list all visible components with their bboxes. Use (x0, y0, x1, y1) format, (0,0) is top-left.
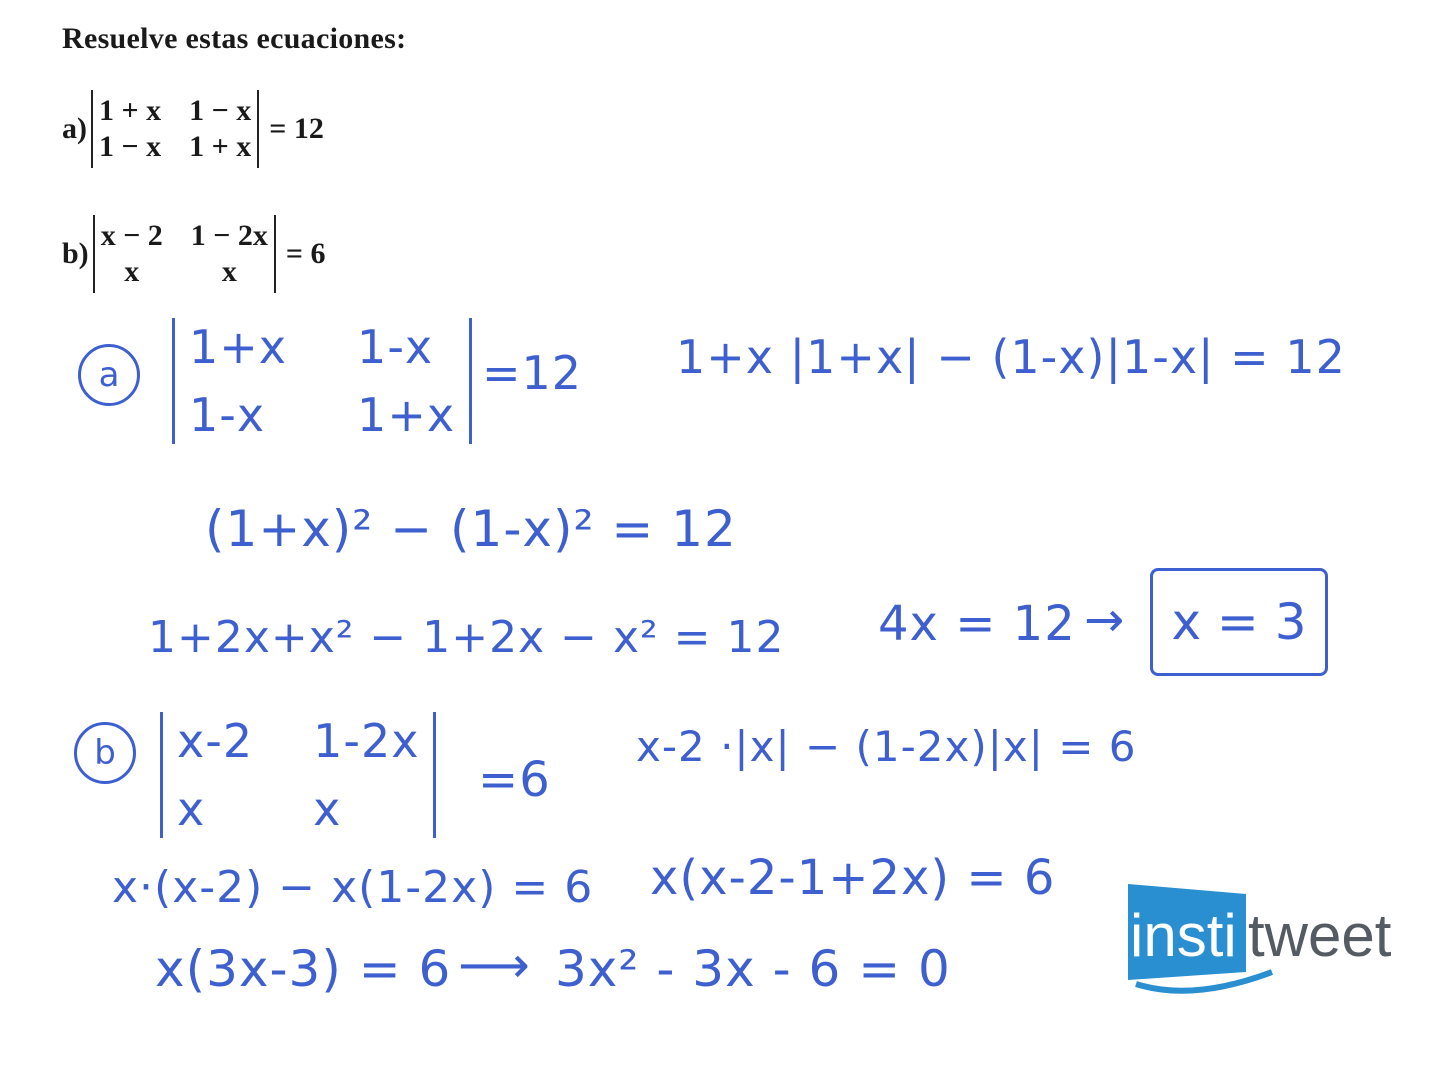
hw-det-a-cell: 1+x (357, 388, 456, 442)
det-b-cell: x − 2 (100, 219, 163, 252)
hw-det-a-cell: 1-x (189, 388, 266, 442)
problem-b-determinant (93, 215, 276, 293)
solution-b-determinant (160, 712, 436, 838)
solution-b-marker: b (74, 722, 136, 784)
det-a-cell: 1 + x (189, 130, 252, 163)
logo-text-insti: insti (1130, 902, 1237, 969)
problem-a (62, 90, 324, 168)
arrow-icon: ⟶ (458, 936, 531, 994)
det-a-cell: 1 − x (189, 94, 252, 127)
solution-b-step3: x(3x-3) = 6 (155, 940, 452, 998)
solution-b-step2: x(x-2-1+2x) = 6 (650, 850, 1056, 906)
problem-a-label: a) (62, 112, 87, 145)
solution-b-step4: 3x² - 3x - 6 = 0 (555, 940, 951, 998)
solution-b-step1: x·(x-2) − x(1-2x) = 6 (112, 862, 594, 913)
solution-a-answer-text: x = 3 (1171, 593, 1307, 651)
det-b-cell: x (124, 255, 140, 288)
problem-b (62, 215, 326, 293)
solution-a-expansion: 1+x |1+x| − (1-x)|1-x| = 12 (676, 330, 1346, 384)
institweet-logo (1122, 880, 1422, 1000)
problem-b-label: b) (62, 237, 89, 270)
logo-text-tweet: tweet (1248, 902, 1392, 969)
page-title: Resuelve estas ecuaciones: (62, 22, 407, 55)
problem-a-determinant (91, 90, 259, 168)
hw-det-b-cell: x (313, 782, 342, 836)
solution-a-step3: 4x = 12 (878, 596, 1076, 652)
problem-a-rhs: = 12 (269, 112, 324, 145)
solution-a-step1: (1+x)² − (1-x)² = 12 (205, 500, 737, 558)
det-a-cell: 1 − x (99, 130, 162, 163)
hw-det-a-cell: 1+x (189, 320, 288, 374)
hw-det-b-cell: 1-2x (313, 714, 420, 768)
det-b-cell: 1 − 2x (190, 219, 268, 252)
hw-det-a-cell: 1-x (357, 320, 434, 374)
hw-det-b-cell: x-2 (177, 714, 254, 768)
det-b-cell: x (221, 255, 237, 288)
solution-b-expansion: x-2 ·|x| − (1-2x)|x| = 6 (636, 722, 1137, 771)
problem-b-rhs: = 6 (285, 237, 326, 270)
solution-a-determinant (172, 318, 472, 444)
hw-det-b-cell: x (177, 782, 206, 836)
solution-a-step2: 1+2x+x² − 1+2x − x² = 12 (148, 612, 785, 663)
solution-a-marker: a (78, 344, 140, 406)
solution-a-rhs: =12 (482, 346, 583, 400)
arrow-icon: → (1084, 592, 1126, 648)
det-a-cell: 1 + x (99, 94, 162, 127)
solution-a-answer (1150, 568, 1328, 676)
solution-b-rhs: =6 (478, 752, 551, 808)
